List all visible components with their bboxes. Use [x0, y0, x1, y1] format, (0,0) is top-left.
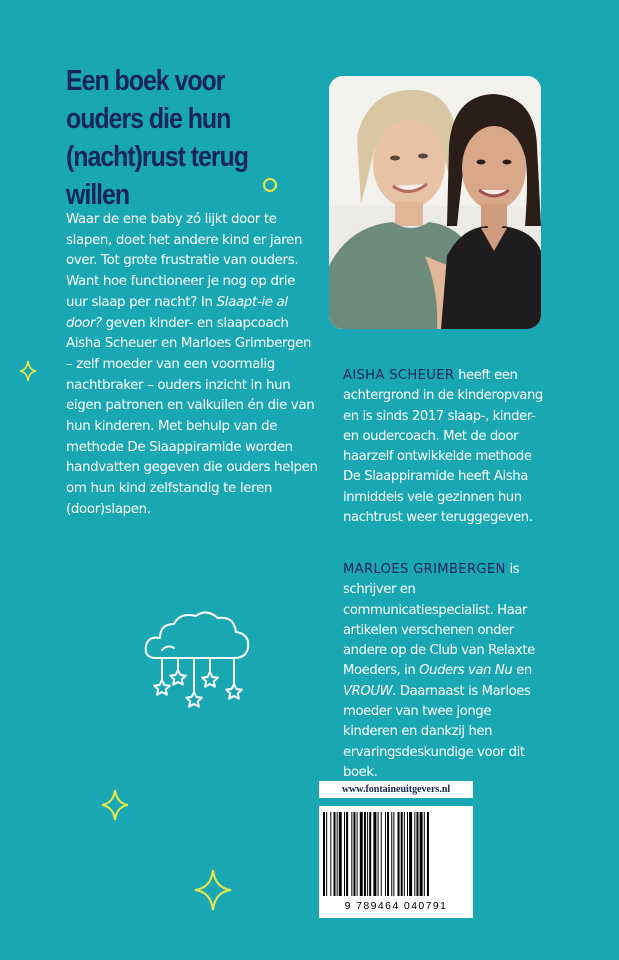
- barcode-bar: [387, 812, 389, 896]
- bio-aisha-text: heeft een achtergrond in de kinderopvang en is sinds 2017 slaap-, kinder- en oudercoach. Met de door haarzelf ontwikkelde methode De Slaappiramide heeft Aisha inmiddels vele gezinnen hun nachtrust weer teruggegeven.: [343, 368, 543, 526]
- bio-marloes: [343, 560, 548, 783]
- barcode-bar: [346, 812, 348, 896]
- barcode-bar: [420, 812, 423, 896]
- barcode-bar: [409, 812, 412, 896]
- barcode-bar: [393, 812, 394, 896]
- author-photo-illustration: [329, 76, 541, 329]
- headline: Een boek voor ouders die hun (nacht)rust terug willen: [66, 65, 248, 211]
- barcode-bar: [344, 812, 345, 896]
- barcode-bars: [319, 806, 473, 900]
- isbn-number: 9 789464 040791: [344, 900, 448, 912]
- barcode-bar: [367, 812, 368, 896]
- barcode: [319, 806, 473, 918]
- barcode-bar: [427, 812, 429, 896]
- barcode-bar: [381, 812, 382, 896]
- magazine-vrouw: VROUW: [343, 683, 393, 699]
- barcode-bar: [339, 812, 342, 896]
- sparkle-icon: [19, 360, 37, 382]
- bio-aisha: [343, 366, 548, 528]
- barcode-bar: [323, 812, 325, 896]
- barcode-bar: [337, 812, 338, 896]
- intro-part-1: Waar de ene baby zó lijkt door te slapen, doet het andere kind er jaren over. Tot grote frustratie van ouders. Want hoe functioneer je nog op drie uur slaap per nacht? In: [66, 212, 303, 310]
- barcode-bar: [326, 812, 327, 896]
- author-name-aisha: AISHA SCHEUER: [343, 368, 455, 383]
- barcode-bar: [369, 812, 371, 896]
- magazine-ouders-van-nu: Ouders van Nu: [419, 663, 513, 679]
- publisher-url[interactable]: www.fontaineuitgevers.nl: [319, 781, 473, 798]
- barcode-bar: [373, 812, 376, 896]
- barcode-bar: [385, 812, 386, 896]
- barcode-bar: [334, 812, 336, 896]
- barcode-bar: [407, 812, 408, 896]
- barcode-bar: [414, 812, 415, 896]
- barcode-bar: [416, 812, 418, 896]
- barcode-bar: [391, 812, 392, 896]
- barcode-bar: [378, 812, 379, 896]
- intro-text: [66, 210, 318, 521]
- circle-icon: [261, 176, 279, 194]
- barcode-bar: [364, 812, 366, 896]
- barcode-bar: [404, 812, 405, 896]
- sparkle-icon: [193, 868, 233, 912]
- bio-marloes-text-1: is schrijver en communicatiespecialist. Haar artikelen verschenen onder andere op de Club van Relaxte Moeders, in: [343, 562, 535, 679]
- barcode-bar: [353, 812, 355, 896]
- book-title: Slaapt-ie al door?: [66, 294, 288, 331]
- barcode-bar: [357, 812, 358, 896]
- sparkle-icon: [100, 788, 130, 822]
- barcode-bar: [360, 812, 363, 896]
- cloud-mobile-icon: [142, 610, 254, 714]
- barcode-bar: [424, 812, 425, 896]
- author-name-marloes: MARLOES GRIMBERGEN: [343, 562, 506, 577]
- barcode-bar: [398, 812, 400, 896]
- author-photo: [329, 76, 541, 329]
- bio-marloes-text-3: . Daarnaast is Marloes moeder van twee jonge kinderen en dankzij hen ervaringsdeskundige voor dit boek.: [343, 683, 531, 780]
- bio-marloes-text-2: en: [512, 663, 532, 679]
- barcode-bar: [330, 812, 331, 896]
- barcode-bar: [401, 812, 403, 896]
- intro-part-2: geven kinder- en slaapcoach Aisha Scheuer en Marloes Grimbergen – zelf moeder van een voormalig nachtbraker – ouders inzicht in hun eigen patronen en valkuilen én die van hun kinderen. Met behulp van de methode De Slaappiramide worden handvatten gegeven die ouders helpen om hun kind zelfstandig te leren (door)slapen.: [66, 315, 318, 517]
- barcode-bar: [351, 812, 352, 896]
